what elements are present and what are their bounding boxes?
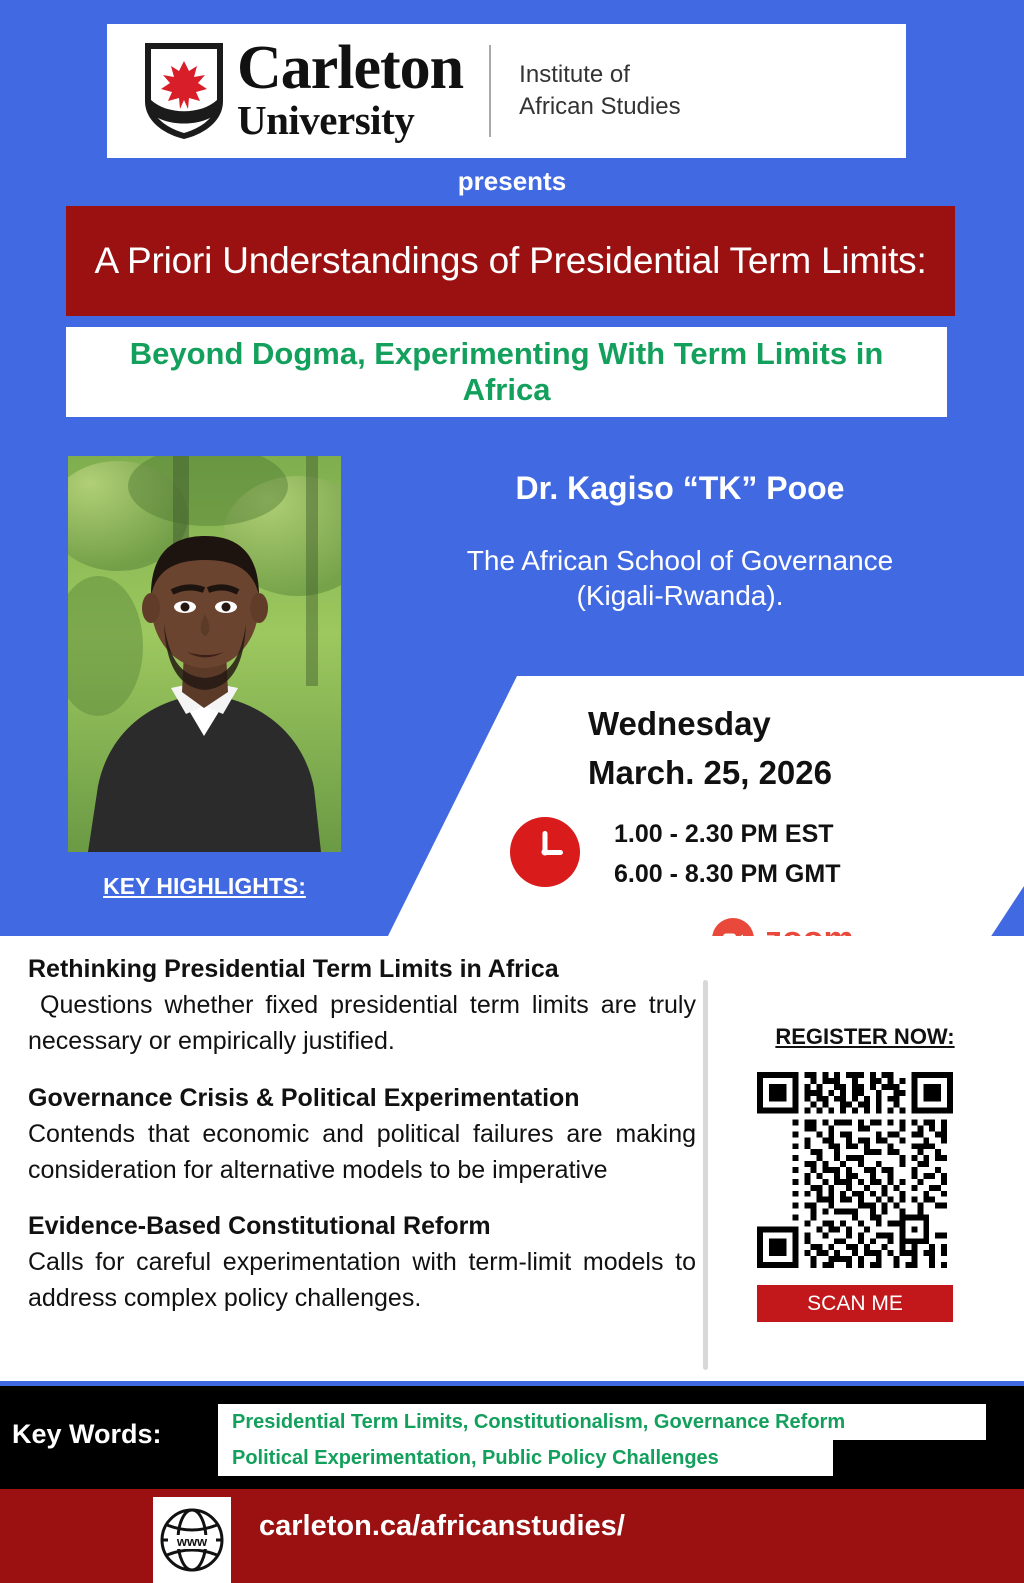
highlight-body: Calls for careful experimentation with term-limit models to address complex policy challenges. bbox=[28, 1248, 696, 1313]
list-item bbox=[28, 1084, 696, 1189]
www-globe-icon bbox=[153, 1497, 231, 1583]
keywords-line-2-box bbox=[218, 1440, 833, 1476]
list-item bbox=[28, 955, 696, 1060]
event-date: March. 25, 2026 bbox=[588, 754, 832, 791]
vertical-divider bbox=[703, 980, 708, 1370]
event-title: A Priori Understandings of Presidential Term Limits: bbox=[94, 239, 927, 281]
carleton-wordmark bbox=[237, 34, 464, 143]
list-item bbox=[28, 1212, 696, 1317]
speaker-affiliation-line-1: The African School of Governance bbox=[466, 545, 894, 576]
institute-line-2: African Studies bbox=[519, 93, 681, 120]
scan-me-button[interactable]: SCAN ME bbox=[757, 1285, 953, 1322]
speaker-photo bbox=[68, 456, 341, 852]
svg-text:www: www bbox=[176, 1534, 208, 1549]
keywords-line-1-box bbox=[218, 1404, 986, 1440]
highlight-heading: Rethinking Presidential Term Limits in Africa bbox=[28, 955, 559, 983]
highlights-list bbox=[28, 955, 696, 1341]
clock-icon bbox=[508, 815, 582, 889]
highlight-body: Questions whether fixed presidential term limits are truly necessary or empirically justified. bbox=[28, 991, 696, 1056]
event-subtitle: Beyond Dogma, Experimenting With Term Limits in Africa bbox=[129, 336, 884, 407]
carleton-logo-band bbox=[107, 24, 906, 158]
event-time-est: 1.00 - 2.30 PM EST bbox=[614, 820, 834, 848]
event-title-bar bbox=[66, 206, 955, 316]
carleton-crest-icon bbox=[141, 39, 227, 143]
speaker-affiliation-line-2: (Kigali-Rwanda). bbox=[576, 580, 784, 611]
carleton-name: Carleton bbox=[237, 34, 464, 102]
highlight-heading: Evidence-Based Constitutional Reform bbox=[28, 1212, 491, 1240]
presents-label: presents bbox=[457, 166, 567, 196]
keywords-line-1: Presidential Term Limits, Constitutionalism, Governance Reform bbox=[232, 1410, 846, 1433]
highlight-heading: Governance Crisis & Political Experimentation bbox=[28, 1083, 580, 1112]
speaker-name: Dr. Kagiso “TK” Pooe bbox=[515, 470, 845, 506]
event-time-gmt: 6.00 - 8.30 PM GMT bbox=[614, 860, 841, 888]
institute-line-1: Institute of bbox=[519, 60, 630, 88]
event-subtitle-bar bbox=[66, 327, 947, 417]
footer-url[interactable]: carleton.ca/africanstudies/ bbox=[259, 1510, 625, 1542]
speaker-affiliation bbox=[380, 543, 980, 613]
qr-code[interactable] bbox=[757, 1072, 953, 1268]
keywords-label: Key Words: bbox=[12, 1419, 162, 1449]
key-highlights-label: KEY HIGHLIGHTS: bbox=[103, 873, 306, 899]
institute-name bbox=[519, 59, 680, 124]
carleton-university-word: University bbox=[237, 96, 415, 143]
register-now-label: REGISTER NOW: bbox=[775, 1024, 955, 1049]
logo-divider bbox=[489, 45, 491, 137]
highlight-body: Contends that economic and political failures are making consideration for alternative models to be imperative bbox=[28, 1119, 696, 1184]
event-day: Wednesday bbox=[588, 705, 771, 742]
keywords-line-2: Political Experimentation, Public Policy Challenges bbox=[232, 1446, 719, 1469]
